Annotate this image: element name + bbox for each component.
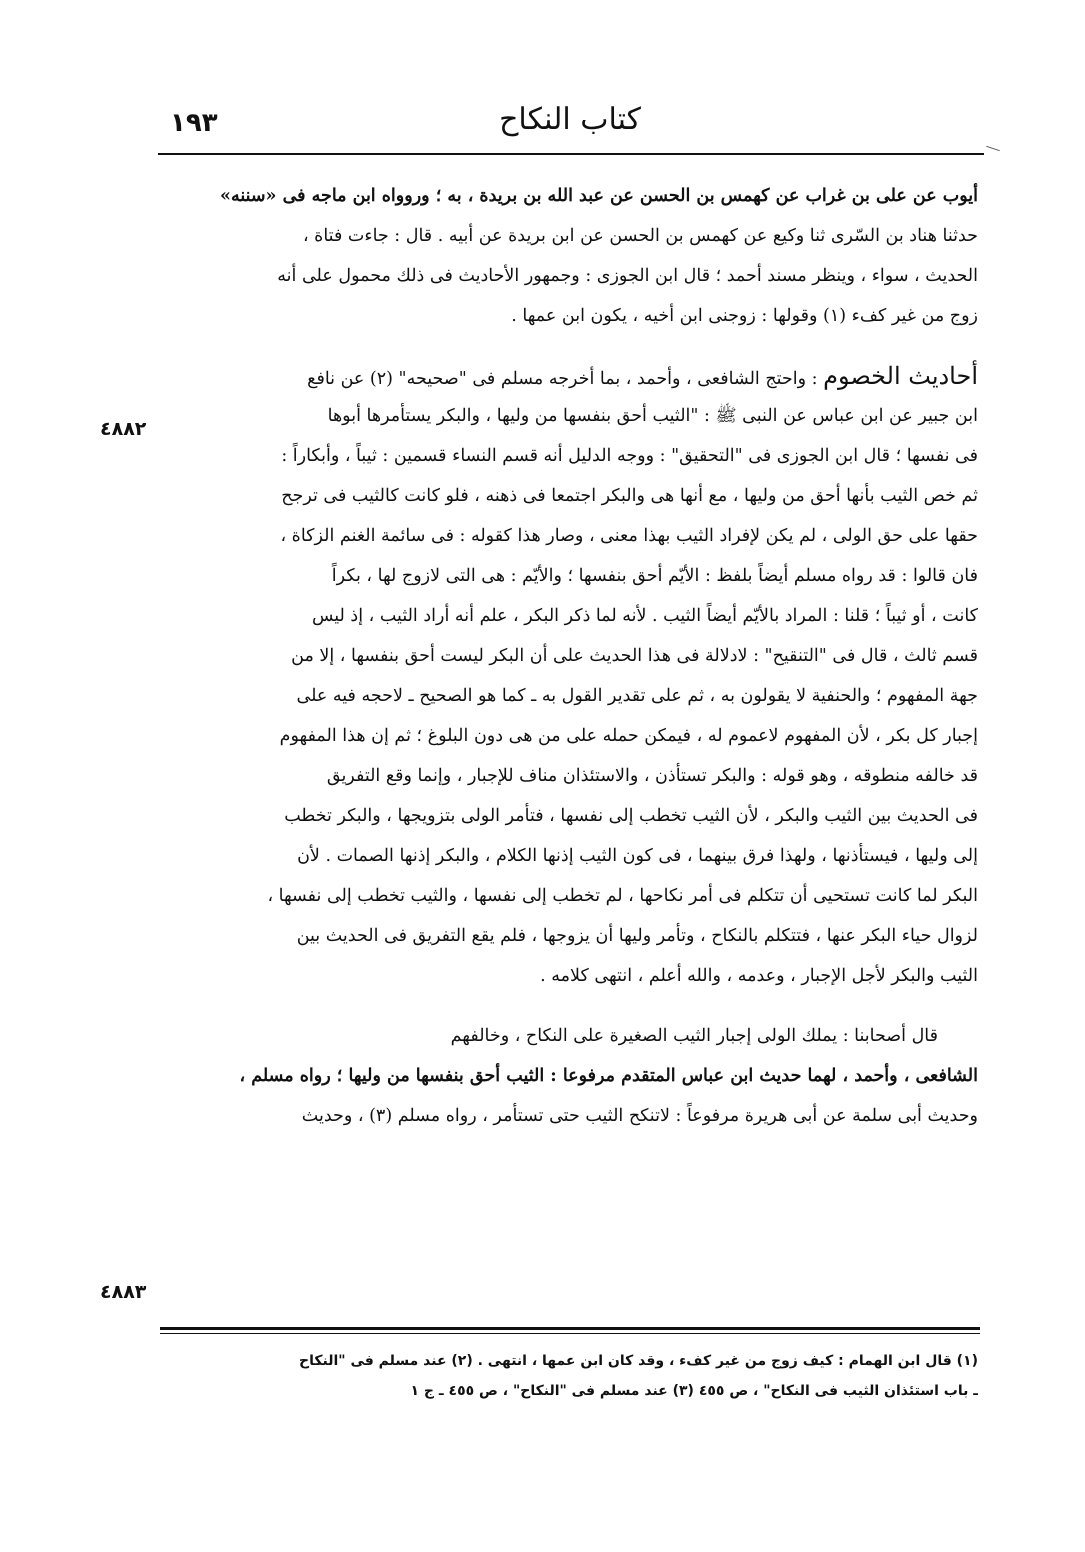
text-line: فان قالوا : قد رواه مسلم أيضاً بلفظ : الأيّم أحق بنفسها ؛ والأيّم : هى التى لازوج لها ، بكراً [331, 566, 978, 586]
text-line: الحديث ، سواء ، وينظر مسند أحمد ؛ قال ابن الجوزى : وجمهور الأحاديث فى ذلك محمول على أنه [277, 266, 978, 286]
text-line: قسم ثالث ، قال فى "التنقيح" : لادلالة فى هذا الحديث على أن البكر ليست أحق بنفسها ، إلا من [291, 646, 978, 666]
text-line: الثيب والبكر لأجل الإجبار ، وعدمه ، والله أعلم ، انتهى كلامه . [540, 966, 978, 986]
text-line: إلى وليها ، فيستأذنها ، ولهذا فرق بينهما ، فى كون الثيب إذنها الكلام ، والبكر إذنها الصمات . لأن [297, 846, 978, 866]
text-line: وحديث أبى سلمة عن أبى هريرة مرفوعاً : لاتنكح الثيب حتى تستأمر ، رواه مسلم (٣) ، وحديث [301, 1106, 978, 1126]
page-number: ١٩٣ [170, 108, 218, 138]
footnotes [160, 1346, 978, 1406]
text-line: قد خالفه منطوقه ، وهو قوله : والبكر تستأذن ، والاستئذان مناف للإجبار ، وإنما وقع التفريق [326, 766, 978, 786]
text-line: لزوال حياء البكر عنها ، فتتكلم بالنكاح ، وتأمر وليها أن يزوجها ، فلم يقع التفريق فى الحديث بين [296, 926, 978, 946]
paragraph-gap [160, 336, 978, 356]
text-line: ابن جبير عن ابن عباس عن النبى ﷺ : "الثيب أحق بنفسها من وليها ، والبكر يستأمرها أبوها [327, 406, 978, 426]
text-line: قال أصحابنا : يملك الولى إجبار الثيب الصغيرة على النكاح ، وخالفهم [450, 1026, 938, 1046]
text-line: حقها على حق الولى ، لم يكن لإفراد الثيب بهذا معنى ، وصار هذا كقوله : فى سائمة الغنم الزكاة ، [280, 526, 978, 546]
text-line: فى الحديث بين الثيب والبكر ، لأن الثيب تخطب إلى نفسها ، فتأمر الولى بتزويجها ، والبكر تخطب [284, 806, 978, 826]
main-text [160, 176, 978, 1136]
header-rule [158, 153, 984, 155]
footnote-rule [160, 1327, 980, 1330]
section-title: أحاديث الخصوم [823, 362, 978, 390]
footnote-line: (١) قال ابن الهمام : كيف زوج من غير كفء ، وقد كان ابن عمها ، انتهى . (٢) عند مسلم فى "النكاح [299, 1353, 978, 1369]
text-line: حدثنا هناد بن السّرى ثنا وكيع عن كهمس بن الحسن عن ابن بريدة عن أبيه . قال : جاءت فتاة ، [302, 226, 978, 246]
text-line: البكر لما كانت تستحيى أن تتكلم فى أمر نكاحها ، لم تخطب إلى نفسها ، والثيب تخطب إلى نفسها ، [267, 886, 978, 906]
book-title: كتاب النكاح [499, 102, 641, 137]
section-first-line [160, 356, 978, 396]
text-line: كانت ، أو ثيباً ؛ قلنا : المراد بالأيّم أيضاً الثيب . لأنه لما ذكر البكر ، علم أنه أراد الثيب ، إذ ليس [311, 606, 978, 626]
text-line: إجبار كل بكر ، لأن المفهوم لاعموم له ، فيمكن حمله على من هى دون البلوغ ؛ ثم إن هذا المفهوم [279, 726, 978, 746]
text-line: الشافعى ، وأحمد ، لهما حديث ابن عباس المتقدم مرفوعا : الثيب أحق بنفسها من وليها ؛ رواه مسلم ، [239, 1066, 978, 1086]
text-line: زوج من غير كفء (١) وقولها : زوجنى ابن أخيه ، يكون ابن عمها . [511, 306, 978, 326]
page-header [160, 100, 980, 150]
paragraph-gap [160, 996, 978, 1016]
hadith-number: ٤٨٨٣ [100, 1281, 147, 1303]
text-line: فى نفسها ؛ قال ابن الجوزى فى "التحقيق" : ووجه الدليل أنه قسم النساء قسمين : ثيباً ، وأبكاراً : [281, 446, 978, 466]
text-line: جهة المفهوم ؛ والحنفية لا يقولون به ، ثم على تقدير القول به ـ كما هو الصحيح ـ لاحجه فيه على [296, 686, 978, 706]
text-line: ثم خص الثيب بأنها أحق من وليها ، مع أنها هى والبكر اجتمعا فى ذهنه ، فلو كانت كالثيب فى ترجح [281, 486, 978, 506]
hadith-number: ٤٨٨٢ [100, 418, 147, 440]
header-mark [986, 146, 1000, 151]
section-first-line-text: : واحتج الشافعى ، وأحمد ، بما أخرجه مسلم فى "صحيحه" (٢) عن نافع [307, 369, 818, 389]
text-line: أيوب عن على بن غراب عن كهمس بن الحسن عن عبد الله بن بريدة ، به ؛ وروواه ابن ماجه فى «سننه» [220, 186, 978, 206]
footnote-line: ـ باب استئذان الثيب فى النكاح" ، ص ٤٥٥ (٣) عند مسلم فى "النكاح" ، ص ٤٥٥ ـ ج ١ [410, 1383, 978, 1399]
footnote-rule-thin [160, 1333, 980, 1334]
